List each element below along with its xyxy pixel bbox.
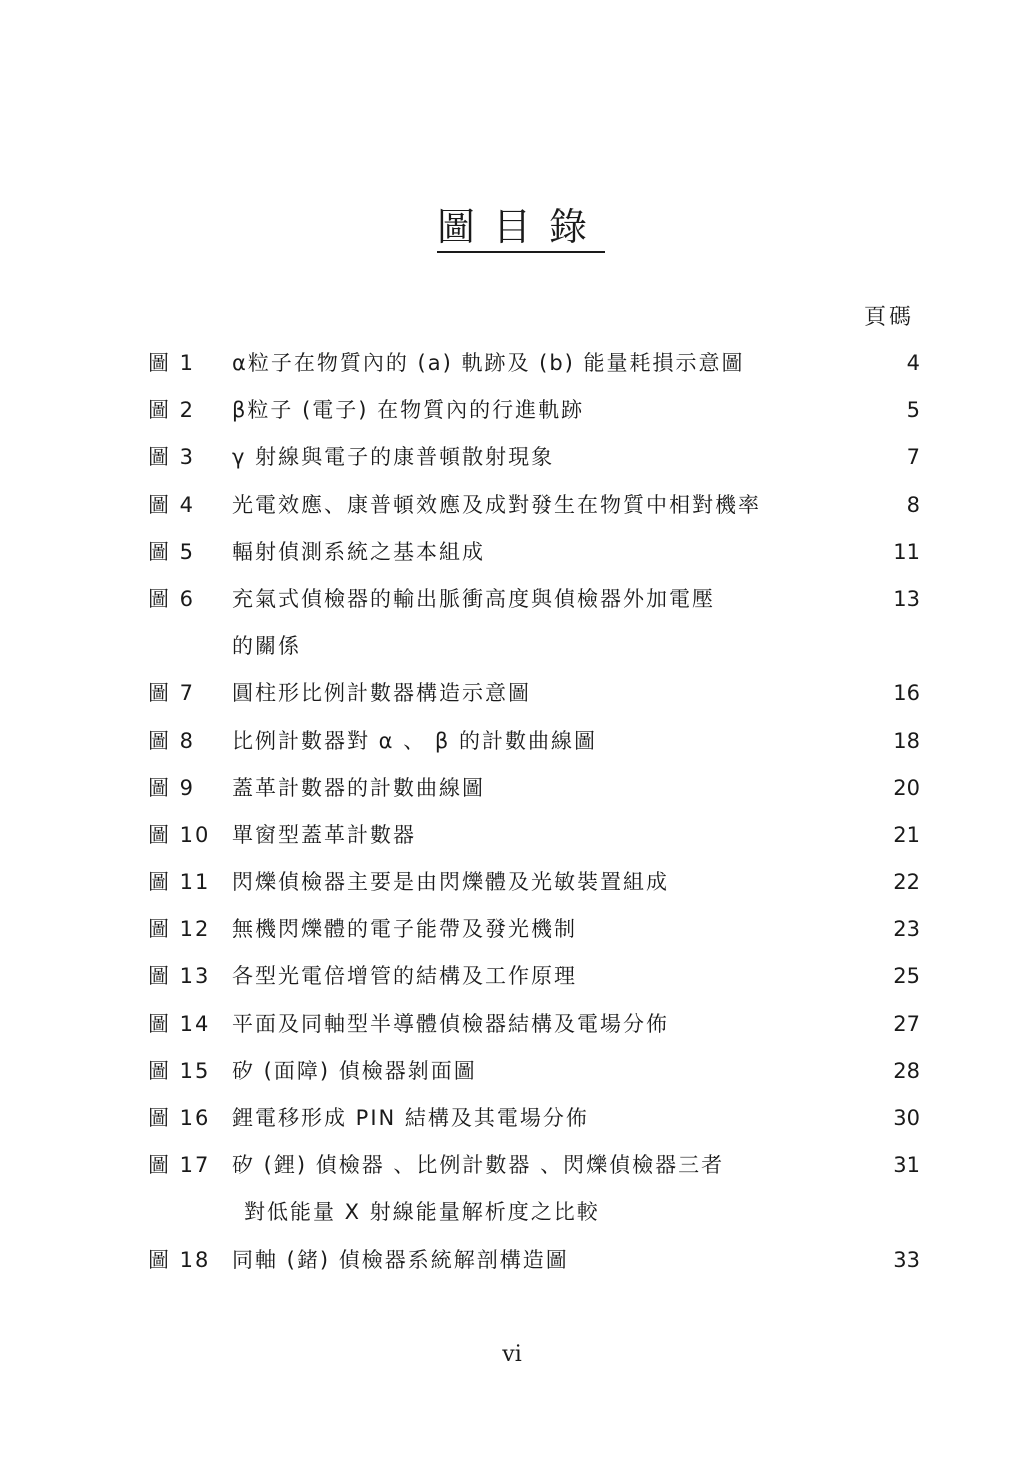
page-title (0, 196, 1024, 251)
figure-label: 圖 15 (148, 1058, 211, 1083)
figure-label: 圖 2 (148, 398, 196, 423)
list-item (148, 812, 920, 859)
figure-label: 圖 13 (148, 964, 211, 989)
figure-caption: 無機閃爍體的電子能帶及發光機制 (232, 917, 577, 942)
list-item (148, 765, 920, 812)
list-item (148, 670, 920, 717)
list-item (148, 576, 920, 670)
figure-page-number: 28 (893, 1058, 920, 1083)
figure-caption: 蓋革計數器的計數曲線圖 (232, 775, 485, 800)
figure-caption: 單窗型蓋革計數器 (232, 822, 416, 847)
figure-page-number: 30 (893, 1106, 920, 1131)
list-item (148, 434, 920, 481)
figure-label: 圖 11 (148, 870, 211, 895)
figure-label: 圖 17 (148, 1153, 211, 1178)
figure-page-number: 21 (893, 822, 920, 847)
figure-page-number: 27 (893, 1011, 920, 1036)
figure-caption: γ 射線與電子的康普頓散射現象 (232, 445, 555, 470)
figure-caption: α粒子在物質內的 (a) 軌跡及 (b) 能量耗損示意圖 (232, 351, 745, 375)
list-item (148, 953, 920, 1000)
figure-page-number: 33 (893, 1247, 920, 1272)
figure-caption: 矽 (面障) 偵檢器剝面圖 (232, 1058, 477, 1083)
figure-caption: β粒子 (電子) 在物質內的行進軌跡 (232, 398, 585, 423)
list-item (148, 340, 920, 387)
figure-caption: 圓柱形比例計數器構造示意圖 (232, 681, 531, 706)
list-item (148, 482, 920, 529)
list-item (148, 529, 920, 576)
figure-caption: 比例計數器對 α 、 β 的計數曲線圖 (232, 728, 597, 753)
figure-page-number: 8 (906, 492, 920, 517)
figure-label: 圖 14 (148, 1011, 211, 1036)
figure-page-number: 4 (906, 351, 920, 375)
figure-list (148, 340, 920, 1284)
figure-page-number: 11 (893, 539, 920, 564)
page-title-text: 圖目錄 (437, 205, 605, 253)
figure-label: 圖 7 (148, 681, 196, 706)
figure-caption: 平面及同軸型半導體偵檢器結構及電場分佈 (232, 1011, 669, 1036)
figure-caption: 光電效應、康普頓效應及成對發生在物質中相對機率 (232, 492, 761, 517)
figure-page-number: 16 (893, 681, 920, 706)
figure-label: 圖 12 (148, 917, 211, 942)
figure-caption: 充氣式偵檢器的輸出脈衝高度與偵檢器外加電壓 (232, 586, 715, 611)
list-item (148, 906, 920, 953)
list-item (148, 718, 920, 765)
figure-label: 圖 8 (148, 728, 196, 753)
figure-label: 圖 6 (148, 586, 196, 611)
figure-label: 圖 4 (148, 492, 196, 517)
figure-page-number: 25 (893, 964, 920, 989)
figure-page-number: 20 (893, 775, 920, 800)
figure-caption-continuation: 對低能量 X 射線能量解析度之比較 (244, 1200, 600, 1225)
figure-page-number: 31 (893, 1153, 920, 1178)
figure-label: 圖 18 (148, 1247, 211, 1272)
figure-page-number: 5 (906, 398, 920, 423)
list-item (148, 1001, 920, 1048)
page-number-header: 頁碼 (863, 305, 914, 330)
figure-label: 圖 3 (148, 445, 196, 470)
figure-caption: 矽 (鋰) 偵檢器 、比例計數器 、閃爍偵檢器三者 (232, 1153, 725, 1178)
figure-caption: 輻射偵測系統之基本組成 (232, 539, 485, 564)
list-item (148, 1048, 920, 1095)
figure-label: 圖 10 (148, 822, 211, 847)
figure-label: 圖 1 (148, 351, 196, 375)
list-item (148, 859, 920, 906)
figure-label: 圖 5 (148, 539, 196, 564)
figure-caption: 鋰電移形成 PIN 結構及其電場分佈 (232, 1106, 589, 1131)
figure-caption: 同軸 (鍺) 偵檢器系統解剖構造圖 (232, 1247, 569, 1272)
figure-caption: 各型光電倍增管的結構及工作原理 (232, 964, 577, 989)
figure-page-number: 7 (906, 445, 920, 470)
list-item (148, 1095, 920, 1142)
figure-page-number: 13 (893, 586, 920, 611)
figure-label: 圖 9 (148, 775, 196, 800)
list-item (148, 387, 920, 434)
page-folio: vi (502, 1342, 522, 1367)
figure-caption: 閃爍偵檢器主要是由閃爍體及光敏裝置組成 (232, 870, 669, 895)
figure-page-number: 23 (893, 917, 920, 942)
list-item (148, 1142, 920, 1236)
figure-page-number: 18 (893, 728, 920, 753)
figure-page-number: 22 (893, 870, 920, 895)
figure-caption-continuation: 的關係 (232, 634, 301, 659)
figure-label: 圖 16 (148, 1106, 211, 1131)
list-item (148, 1237, 920, 1284)
